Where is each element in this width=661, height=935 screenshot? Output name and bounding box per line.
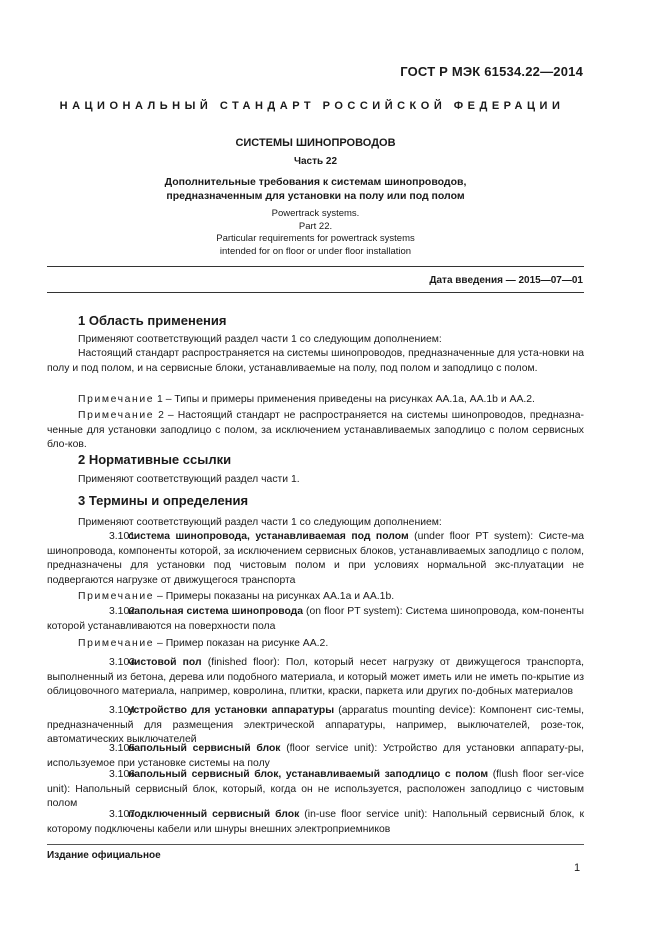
term-3-105-term: напольный сервисный блок <box>128 743 281 754</box>
term-3-104 <box>47 704 584 748</box>
term-3-101-definition: (under floor PT system): Систе-ма шинопровода, компоненты которой, за исключением сервисных блоков, устанавливаемых заподлицо с полом, предназначены для установки под чистовым полом и при условиях нормальной экс-плуатации не подвергаются нагрузке от движущегося транспорта <box>47 531 584 586</box>
english-title-line-2: Part 22. <box>298 220 333 232</box>
note-4-text: – Пример показан на рисунке АА.2. <box>154 638 329 649</box>
section-1-intro: Применяют соответствующий раздел части 1 со следующим дополнением: <box>78 334 442 345</box>
official-edition-label: Издание официальное <box>47 850 161 861</box>
note-2-label: Примечание <box>78 410 155 421</box>
term-3-102 <box>47 605 584 634</box>
english-title-line-1: Powertrack systems. <box>271 208 360 219</box>
term-3-107-number: 3.107 <box>109 809 136 820</box>
divider-top <box>47 266 584 267</box>
section-1-scope-paragraph: Настоящий стандарт распространяется на системы шинопроводов, предназначенные для уста-новки на полу и под полом, и на сервисные блоки, устанавливаемые на полу, под полом и заподлицо с полом. <box>47 348 584 374</box>
divider-date <box>47 292 584 293</box>
term-3-102-number: 3.102 <box>109 606 136 617</box>
national-standard-banner: НАЦИОНАЛЬНЫЙ СТАНДАРТ РОССИЙСКОЙ ФЕДЕРАЦИИ <box>59 100 565 112</box>
term-3-101-number: 3.101 <box>109 531 136 542</box>
term-3-107-term: подключенный сервисный блок <box>128 809 300 820</box>
term-3-105-number: 3.105 <box>109 743 136 754</box>
english-title-line-4: intended for on floor or under floor installation <box>219 245 412 257</box>
section-3-heading: 3 Термины и определения <box>78 493 249 508</box>
note-2-text: 2 – Настоящий стандарт не распространяется на системы шинопроводов, предназна-ченные для установки заподлицо с полом, за исключением устанавливаемых заподлицо с полом сервисных бло-ков. <box>47 410 585 450</box>
term-3-105-definition: (floor service unit): Устройство для установки аппарату-ры, используемое при установке системы на полу <box>47 743 585 769</box>
page-number: 1 <box>574 862 581 874</box>
introduction-date: Дата введения — 2015—07—01 <box>429 275 583 286</box>
term-3-102-definition: (on floor PT system): Система шинопровода, ком-поненты которой устанавливаются на поверхности пола <box>47 606 584 632</box>
term-3-107-definition: (in-use floor service unit): Напольный сервисный блок, к которому подключены кабели или шнуры внешних электроприемников <box>47 809 584 835</box>
document-part: Часть 22 <box>293 156 338 167</box>
document-subtitle <box>47 175 584 203</box>
term-3-106-number: 3.106 <box>109 769 136 780</box>
note-4-label: Примечание <box>78 638 155 649</box>
standard-code: ГОСТ Р МЭК 61534.22—2014 <box>400 64 583 79</box>
note-1-text: 1 – Типы и примеры применения приведены на рисунках АА.1а, АА.1b и АА.2. <box>157 394 535 405</box>
term-3-103-term: чистовой пол <box>128 657 202 668</box>
note-4 <box>47 637 584 652</box>
term-3-104-term: устройство для установки аппаратуры <box>128 705 335 716</box>
note-2 <box>47 409 584 453</box>
divider-footer <box>47 844 584 845</box>
term-3-106-definition: (flush floor ser-vice unit): Напольный сервисный блок, который, когда он не используется, расположен заподлицо с чистовым полом <box>47 769 584 809</box>
term-3-106-term: напольный сервисный блок, устанавливаемый заподлицо с полом <box>128 769 489 780</box>
english-title <box>47 208 584 258</box>
note-1 <box>47 393 584 408</box>
term-3-106 <box>47 768 584 812</box>
document-title: СИСТЕМЫ ШИНОПРОВОДОВ <box>235 137 396 149</box>
note-3 <box>47 590 584 605</box>
term-3-101 <box>47 530 584 588</box>
term-3-103-definition: (finished floor): Пол, который несет нагрузку от движущегося транспорта, выполненный из бетона, дерева или подобного материала, и который может иметь или не иметь по-крытие из облицовочного материала, например, ковролина, плитки, краски, паркета или других по-добных материалов <box>47 657 584 697</box>
section-3-intro: Применяют соответствующий раздел части 1 со следующим дополнением: <box>78 517 442 528</box>
term-3-105 <box>47 742 584 771</box>
term-3-101-term: система шинопровода, устанавливаемая под полом <box>128 531 409 542</box>
term-3-102-term: напольная система шинопровода <box>128 606 304 617</box>
subtitle-line-2: предназначенным для установки на полу или под полом <box>166 190 465 202</box>
english-title-line-3: Particular requirements for powertrack systems <box>216 233 415 244</box>
note-3-label: Примечание <box>78 591 155 602</box>
section-2-heading: 2 Нормативные ссылки <box>78 452 232 467</box>
term-3-103-number: 3.103 <box>109 657 136 668</box>
section-2-paragraph: Применяют соответствующий раздел части 1. <box>78 474 300 485</box>
subtitle-line-1: Дополнительные требования к системам шинопроводов, <box>164 176 467 188</box>
section-1-heading: 1 Область применения <box>78 313 227 328</box>
note-1-label: Примечание <box>78 394 155 405</box>
note-3-text: – Примеры показаны на рисунках АА.1а и АА.1b. <box>154 591 395 602</box>
term-3-103 <box>47 656 584 700</box>
term-3-104-number: 3.104 <box>109 705 136 716</box>
term-3-104-definition: (apparatus mounting device): Компонент сис-темы, предназначенный для размещения электрической аппаратуры, например, выключателей, розе-ток, автоматических выключателей <box>47 705 584 745</box>
term-3-107 <box>47 808 584 837</box>
